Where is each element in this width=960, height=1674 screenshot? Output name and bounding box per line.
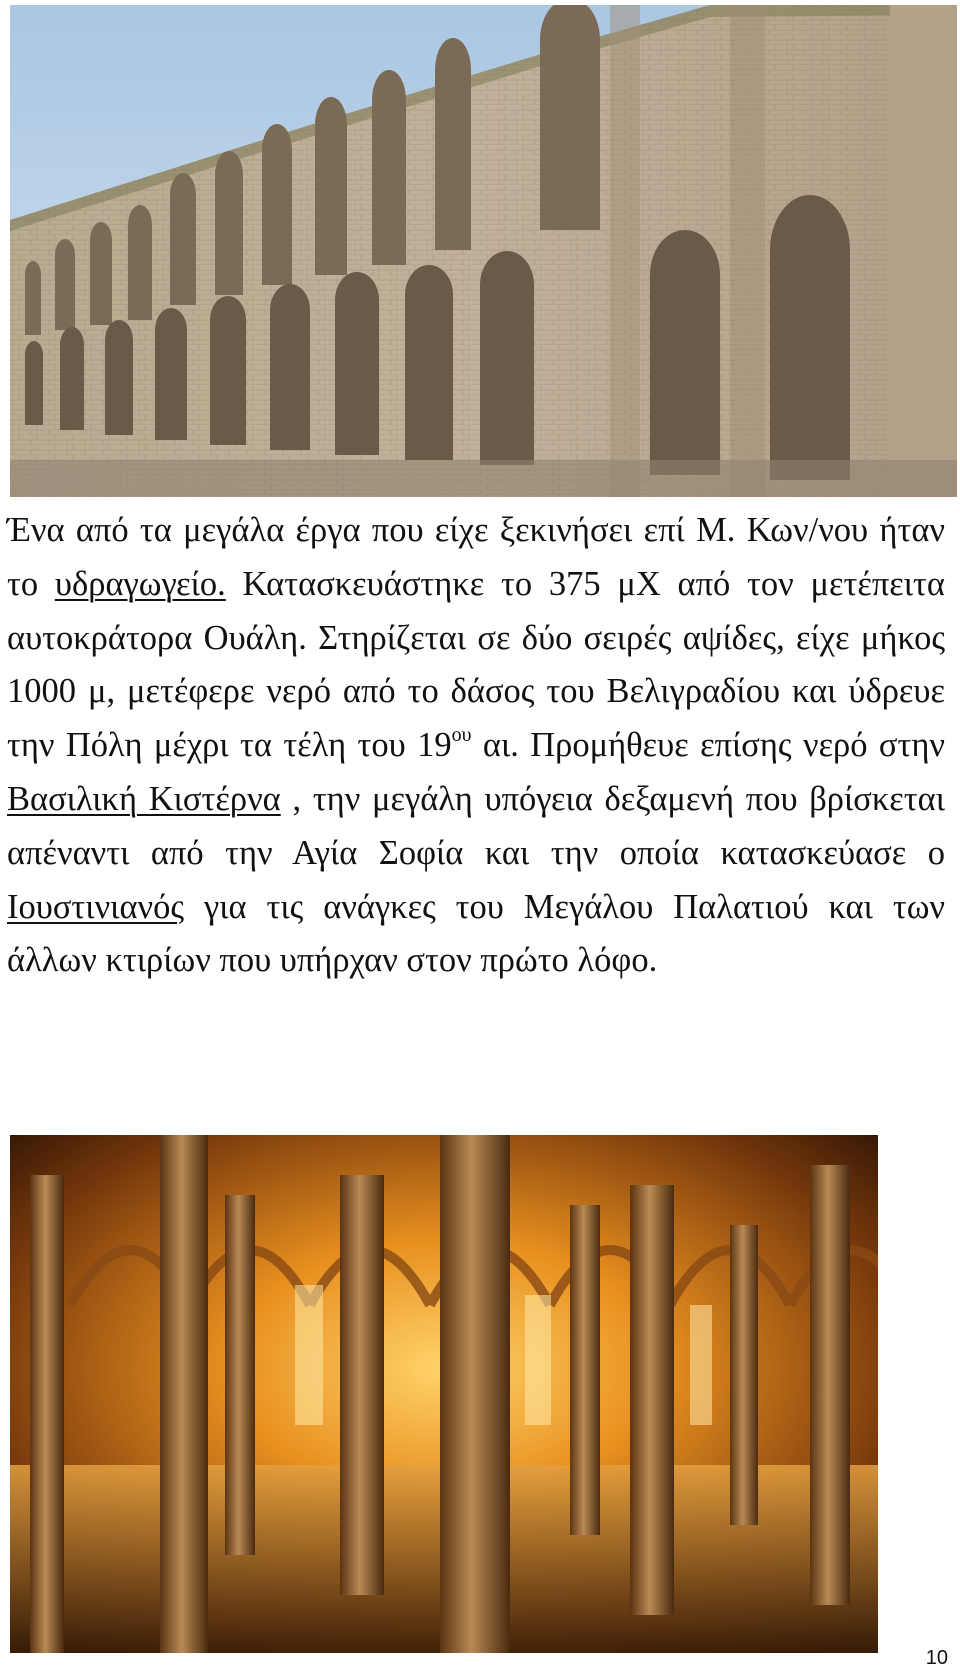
paragraph-text xyxy=(7,504,945,988)
cistern-photo xyxy=(10,1135,878,1653)
aqueduct-photo-icon xyxy=(10,5,957,497)
text-segment: αι. Προμήθευε επίσης νερό στην xyxy=(471,726,945,765)
aqueduct-photo xyxy=(10,5,957,497)
page-number: 10 xyxy=(925,1647,948,1669)
cistern-photo-icon xyxy=(10,1135,878,1653)
text-segment: Ένα από τα μεγάλα έργα που είχε ξεκινήσει επί Μ. Κων/νου ήταν το xyxy=(7,511,945,603)
main-paragraph xyxy=(7,504,945,988)
text-segment: για τις ανάγκες του Μεγάλου Παλατιού και των άλλων κτιρίων που υπήρχαν στον πρώτο λόφο. xyxy=(7,887,945,980)
link-aqueduct[interactable]: υδραγωγείο. xyxy=(54,564,226,603)
text-segment: , την μεγάλη υπόγεια δεξαμενή που βρίσκεται απέναντι από την Αγία Σοφία και την οποία κατασκεύασε ο xyxy=(7,779,945,872)
link-justinian[interactable]: Ιουστινιανός xyxy=(7,887,185,926)
text-segment: Κατασκευάστηκε το 375 μΧ από τον μετέπειτα αυτοκράτορα Ουάλη. Στηρίζεται σε δύο σειρές αψίδες, είχε μήκος 1000 μ, μετέφερε νερό από το δάσος του Βελιγραδίου και ύδρευε την Πόλη μέχρι τα τέλη του 19 xyxy=(7,564,945,765)
link-basilica-cistern[interactable]: Βασιλική Κιστέρνα xyxy=(7,779,281,818)
ordinal-superscript: ου xyxy=(451,724,472,747)
